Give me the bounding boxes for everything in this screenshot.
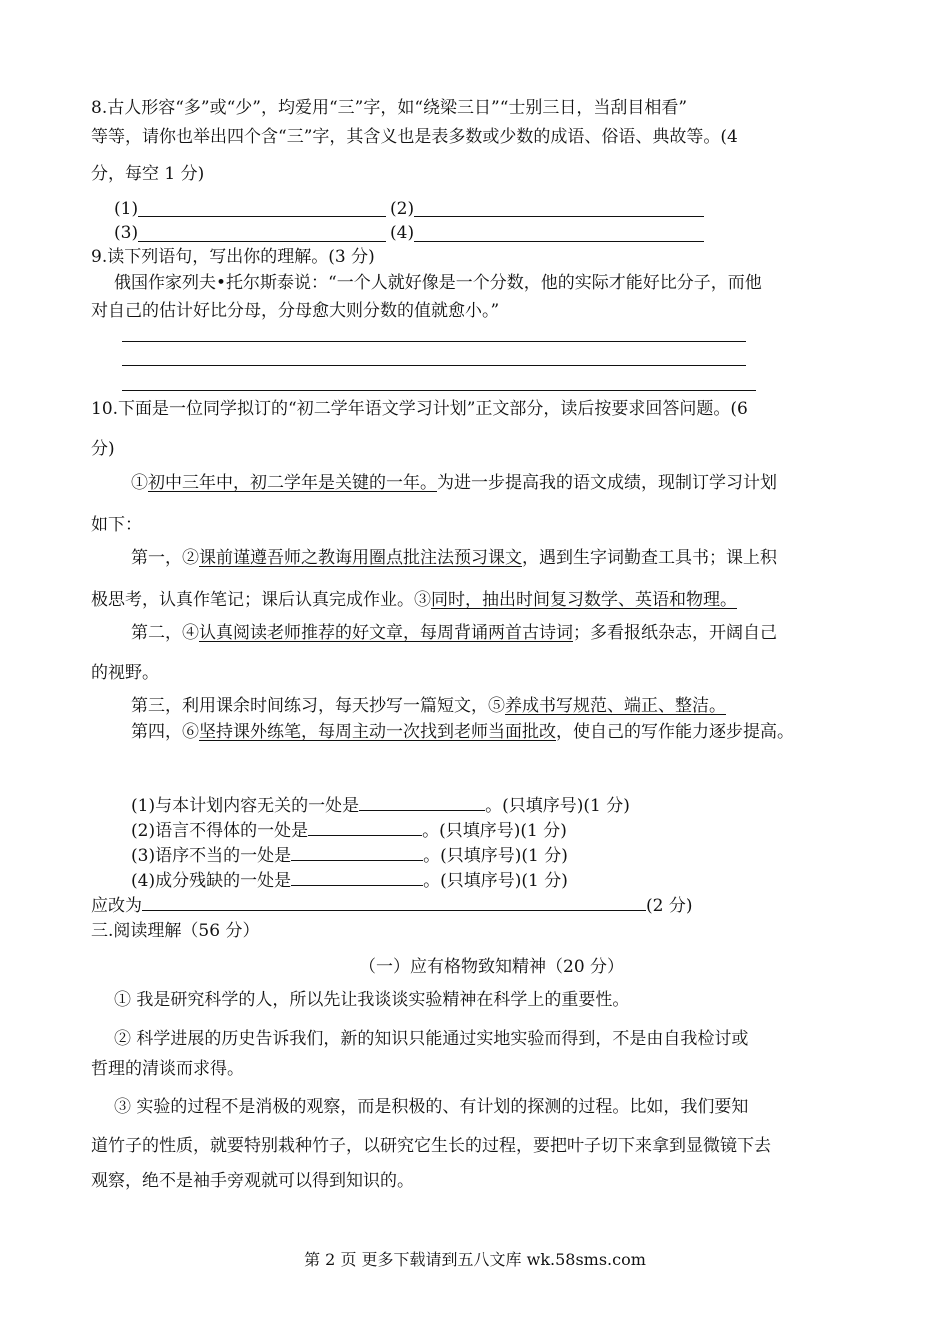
reading-title: （一）应有格物致知精神（20 分） xyxy=(359,957,625,977)
reading-paragraph-1: ① 我是研究科学的人，所以先让我谈谈实验精神在科学上的重要性。 xyxy=(114,990,630,1010)
answer-blank-2[interactable] xyxy=(308,820,422,836)
underlined-sentence-2: 课前谨遵吾师之教诲用圈点批注法预习课文 xyxy=(199,548,522,568)
q8-blank-2-label: (2) xyxy=(390,199,415,219)
answer-blank-1[interactable] xyxy=(359,795,485,811)
plan-paragraph-3-line-1: 第二，④认真阅读老师推荐的好文章，每周背诵两首古诗词；多看报纸杂志，开阔自己 xyxy=(131,623,777,643)
q8-line-1: 8.古人形容“多”或“少”，均爱用“三”字，如“绕梁三日”“士别三日，当刮目相看” xyxy=(91,98,688,118)
q9-answer-line-3[interactable] xyxy=(122,390,756,391)
underlined-sentence-5: 养成书写规范、端正、整洁。 xyxy=(505,696,726,716)
q9-answer-line-1[interactable] xyxy=(122,341,746,342)
answer-blank-4[interactable] xyxy=(291,870,423,886)
reading-paragraph-3-line-3: 观察，绝不是袖手旁观就可以得到知识的。 xyxy=(91,1171,414,1191)
reading-paragraph-2-line-2: 哲理的清谈而求得。 xyxy=(91,1059,244,1079)
plan-paragraph-5: 第四，⑥坚持课外练笔，每周主动一次找到老师当面批改，使自己的写作能力逐步提高。 xyxy=(131,722,794,742)
q8-blank-1-label: (1) xyxy=(114,199,139,219)
underlined-sentence-3: 同时，抽出时间复习数学、英语和物理。 xyxy=(431,590,737,610)
plan-paragraph-2-line-2: 极思考，认真作笔记；课后认真完成作业。③同时，抽出时间复习数学、英语和物理。 xyxy=(91,590,737,610)
reading-paragraph-3-line-1: ③ 实验的过程不是消极的观察，而是积极的、有计划的探测的过程。比如，我们要知 xyxy=(114,1097,749,1117)
q8-blank-4[interactable] xyxy=(414,241,704,242)
q10-title-line-1: 10.下面是一位同学拟订的“初二学年语文学习计划”正文部分，读后按要求回答问题。(6 xyxy=(91,399,748,419)
q8-blank-2[interactable] xyxy=(414,216,704,217)
plan-paragraph-3-line-2: 的视野。 xyxy=(91,663,159,683)
plan-paragraph-2-line-1: 第一，②课前谨遵吾师之教诲用圈点批注法预习课文，遇到生字词勤查工具书；课上积 xyxy=(131,548,777,568)
underlined-sentence-1: 初中三年中，初二学年是关键的一年。 xyxy=(148,473,437,493)
plan-paragraph-4: 第三，利用课余时间练习，每天抄写一篇短文，⑤养成书写规范、端正、整洁。 xyxy=(131,696,726,716)
q9-answer-line-2[interactable] xyxy=(122,365,746,366)
q9-title: 9.读下列语句，写出你的理解。(3 分) xyxy=(91,247,375,267)
q10-title-line-2: 分) xyxy=(91,439,115,459)
q8-blank-3[interactable] xyxy=(138,241,386,242)
plan-paragraph-1-line-1: ①初中三年中，初二学年是关键的一年。为进一步提高我的语文成绩，现制订学习计划 xyxy=(131,473,777,493)
q10-sub-2: (2)语言不得体的一处是 。(只填序号)(1 分) xyxy=(131,821,567,841)
q8-blank-4-label: (4) xyxy=(390,223,415,243)
q9-quote-line-1: 俄国作家列夫•托尔斯泰说：“一个人就好像是一个分数，他的实际才能好比分子，而他 xyxy=(114,273,762,293)
correction-answer-line[interactable] xyxy=(142,895,646,911)
answer-blank-3[interactable] xyxy=(291,845,423,861)
q8-line-2: 等等，请你也举出四个含“三”字，其含义也是表多数或少数的成语、俗语、典故等。(4 xyxy=(91,127,738,147)
q8-blank-3-label: (3) xyxy=(114,223,139,243)
plan-paragraph-1-line-2: 如下： xyxy=(91,515,142,535)
q10-correction: 应改为 (2 分) xyxy=(91,896,693,916)
q10-sub-3: (3)语序不当的一处是 。(只填序号)(1 分) xyxy=(131,846,568,866)
q9-quote-line-2: 对自己的估计好比分母，分母愈大则分数的值就愈小。” xyxy=(91,301,500,321)
q8-blank-1[interactable] xyxy=(138,216,386,217)
sentence-marker: ① xyxy=(131,473,148,493)
underlined-sentence-4: 认真阅读老师推荐的好文章，每周背诵两首古诗词 xyxy=(199,623,573,643)
reading-paragraph-2-line-1: ② 科学进展的历史告诉我们，新的知识只能通过实地实验而得到，不是由自我检讨或 xyxy=(114,1029,749,1049)
underlined-sentence-6: 坚持课外练笔，每周主动一次找到老师当面批改 xyxy=(199,722,556,742)
page-footer: 第 2 页 更多下载请到五八文库 wk.58sms.com xyxy=(304,1250,646,1269)
q10-sub-4: (4)成分残缺的一处是 。(只填序号)(1 分) xyxy=(131,871,568,891)
q10-sub-1: (1)与本计划内容无关的一处是 。(只填序号)(1 分) xyxy=(131,796,630,816)
reading-paragraph-3-line-2: 道竹子的性质，就要特别栽种竹子，以研究它生长的过程，要把叶子切下来拿到显微镜下去 xyxy=(91,1136,771,1156)
q8-line-3: 分，每空 1 分) xyxy=(91,164,205,184)
section-heading: 三.阅读理解（56 分） xyxy=(91,921,260,941)
